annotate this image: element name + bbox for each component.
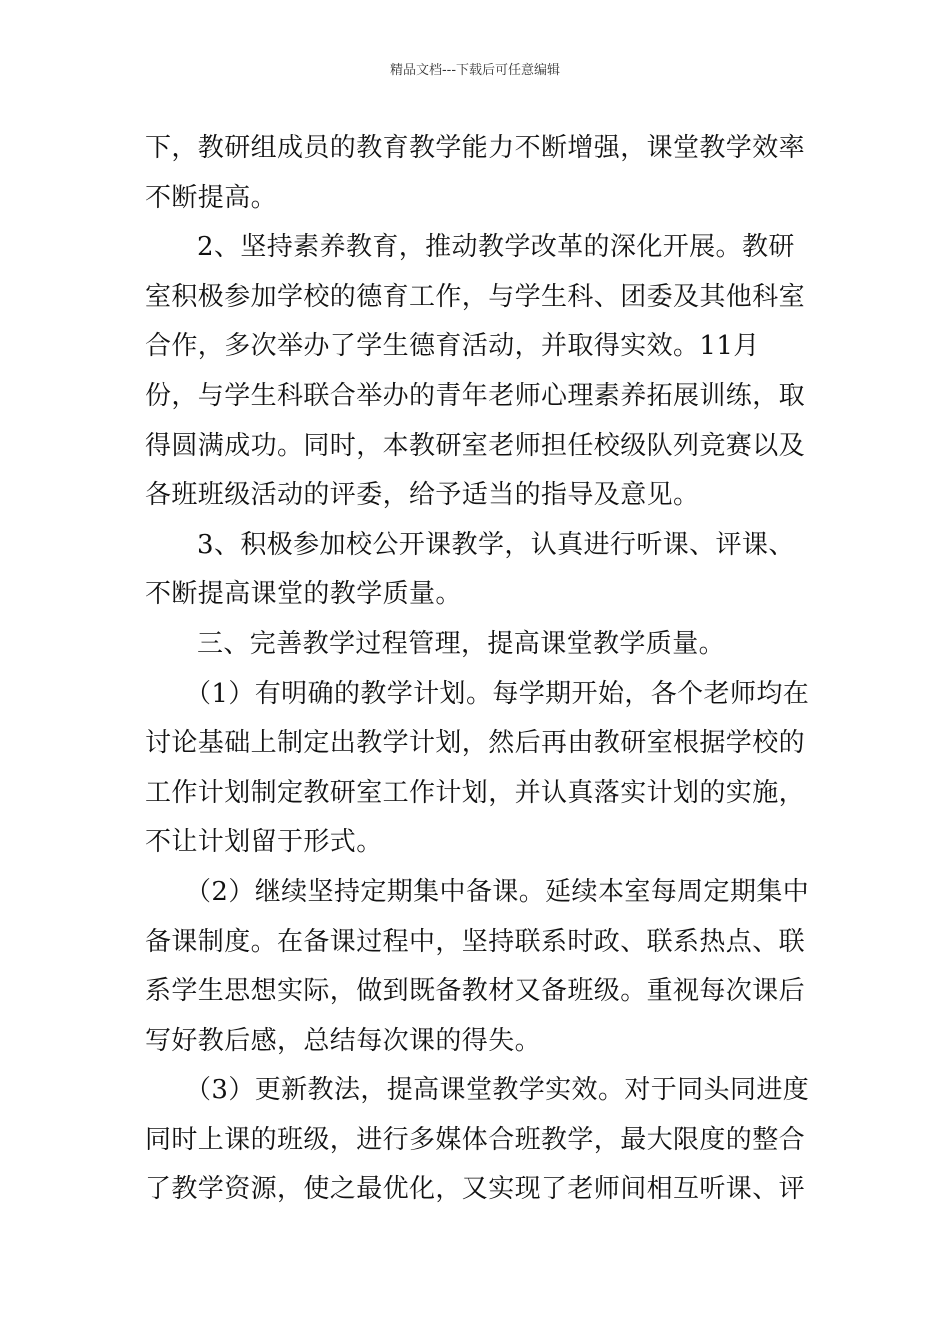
paragraph-subitem-2: （2）继续坚持定期集中备课。延续本室每周定期集中备课制度。在备课过程中，坚持联系时政、联系热点、联系学生思想实际，做到既备教材又备班级。重视每次课后写好教后感，总结每次课的得失。 (145, 876, 810, 1056)
paragraph-subitem-3: （3）更新教法，提高课堂教学实效。对于同头同进度同时上课的班级，进行多媒体合班教学，最大限度的整合了教学资源，使之最优化，又实现了老师间相互听课、评 (145, 1075, 810, 1205)
paragraph-item-2: 2、坚持素养教育，推动教学改革的深化开展。教研室积极参加学校的德育工作，与学生科、团委及其他科室合作，多次举办了学生德育活动，并取得实效。11月份，与学生科联合举办的青年老师心理素养拓展训练，取得圆满成功。同时，本教研室老师担任校级队列竞赛以及各班班级活动的评委，给予适当的指导及意见。 (145, 232, 806, 511)
paragraph-item-3: 3、积极参加校公开课教学，认真进行听课、评课、不断提高课堂的教学质量。 (145, 529, 795, 610)
page-header: 精品文档---下载后可任意编辑 (389, 63, 561, 78)
document-body (145, 124, 810, 1215)
paragraph-subitem-1: （1）有明确的教学计划。每学期开始，各个老师均在讨论基础上制定出教学计划，然后再由教研室根据学校的工作计划制定教研室工作计划，并认真落实计划的实施，不让计划留于形式。 (145, 678, 810, 858)
paragraph-continuation: 下，教研组成员的教育教学能力不断增强，课堂教学效率不断提高。 (145, 133, 806, 213)
section-heading-3: 三、完善教学过程管理，提高课堂教学质量。 (197, 628, 726, 659)
